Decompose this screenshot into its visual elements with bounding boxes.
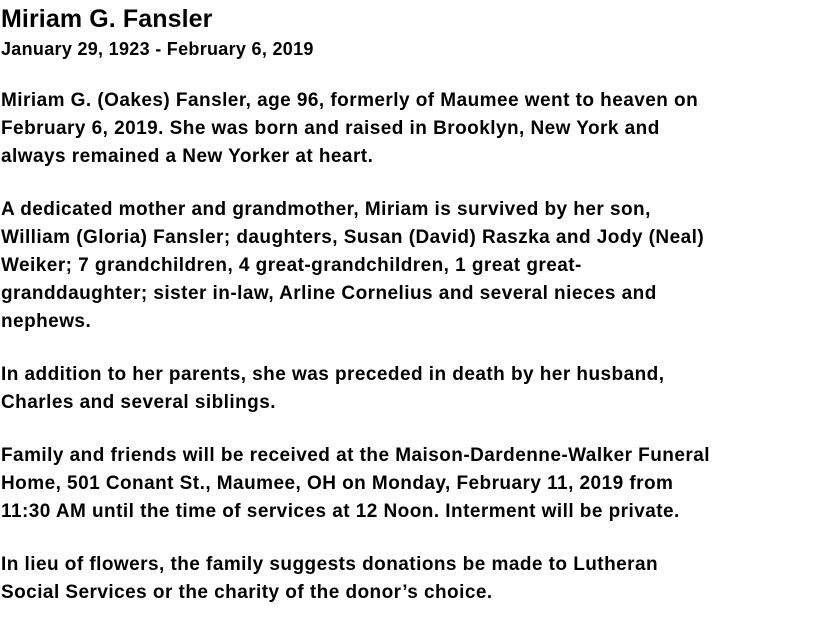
paragraph-line: February 6, 2019. She was born and raised in Brooklyn, New York and xyxy=(1,118,660,139)
paragraph-services xyxy=(1,442,813,526)
paragraph-line: Weiker; 7 grandchildren, 4 great-grandchildren, 1 great great- xyxy=(1,255,582,276)
paragraph-line: Home, 501 Conant St., Maumee, OH on Monday, February 11, 2019 from xyxy=(1,473,674,494)
paragraph-line: Social Services or the charity of the donor’s choice. xyxy=(1,582,493,603)
paragraph-announcement xyxy=(1,87,813,171)
paragraph-survivors xyxy=(1,196,813,336)
obituary-name-heading: Miriam G. Fansler xyxy=(1,5,213,33)
paragraph-line: nephews. xyxy=(1,311,92,332)
paragraph-line: Charles and several siblings. xyxy=(1,392,276,413)
paragraph-line: Family and friends will be received at the Maison-Dardenne-Walker Funeral xyxy=(1,445,710,466)
paragraph-line: In addition to her parents, she was preceded in death by her husband, xyxy=(1,364,665,385)
paragraph-line: Miriam G. (Oakes) Fansler, age 96, formerly of Maumee went to heaven on xyxy=(1,90,699,111)
paragraph-line: always remained a New Yorker at heart. xyxy=(1,146,374,167)
paragraph-line: William (Gloria) Fansler; daughters, Susan (David) Raszka and Jody (Neal) xyxy=(1,227,705,248)
paragraph-line: 11:30 AM until the time of services at 12 Noon. Interment will be private. xyxy=(1,501,680,522)
paragraph-line: A dedicated mother and grandmother, Miriam is survived by her son, xyxy=(1,199,651,220)
paragraph-line: granddaughter; sister in-law, Arline Cornelius and several nieces and xyxy=(1,283,657,304)
paragraph-donations xyxy=(1,551,813,607)
paragraph-preceded-in-death xyxy=(1,361,813,417)
obituary-life-dates: January 29, 1923 - February 6, 2019 xyxy=(1,39,314,59)
paragraph-line: In lieu of flowers, the family suggests donations be made to Lutheran xyxy=(1,554,659,575)
